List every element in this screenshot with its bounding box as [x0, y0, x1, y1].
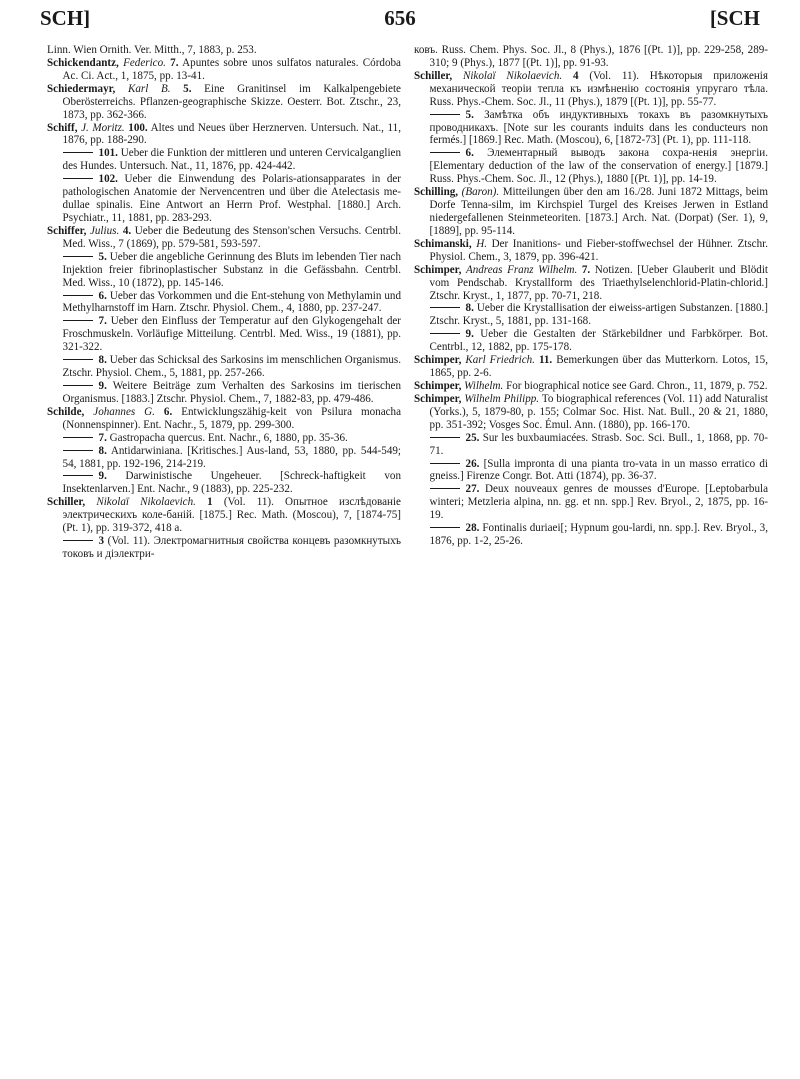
header-left-guideword: SCH] [40, 6, 91, 30]
entry-text: Entwicklungszähig-keit von Psilura monacha (Nonnenspinner). Ent. Nachr., 5, 1879, pp. 299-300. [62, 405, 402, 431]
bibliography-entry [47, 173, 401, 225]
entry-number: 6. [98, 289, 107, 302]
page-number: 656 [384, 6, 416, 30]
bibliography-entry [414, 483, 768, 522]
author-given-name: Karl B. [127, 82, 171, 95]
bibliography-entry [47, 354, 401, 380]
entry-number: 4 [572, 69, 579, 82]
entry-number: 4. [122, 224, 132, 237]
entry-text: Ueber die Funktion der mittleren und unteren Cervicalganglien des Hundes. Untersuch. Nat., 11, 1876, pp. 424-442. [62, 147, 402, 173]
entry-number: 6. [465, 147, 474, 160]
bibliography-entry [414, 380, 768, 393]
author-surname: Schilling, [414, 186, 459, 199]
author-surname: Schiff, [47, 121, 78, 134]
repeat-author-dash [63, 359, 93, 360]
bibliography-entry [47, 406, 401, 432]
bibliography-entry [414, 186, 768, 238]
bibliography-entry [414, 432, 768, 458]
entry-number: 7. [170, 56, 179, 69]
entry-text: Bemerkungen über das Mutterkorn. Lotos, 15, 1865, pp. 2-6. [429, 354, 768, 380]
entry-number: 8. [98, 354, 107, 367]
repeat-author-dash [63, 152, 93, 153]
bibliography-entry [47, 251, 401, 290]
author-given-name: H. [476, 237, 488, 250]
bibliography-entry [414, 522, 768, 548]
entry-text: Antidarwiniana. [Kritisches.] Aus-land, 53, 1880, pp. 544-549; 54, 1881, pp. 192-196, 214-219. [62, 444, 401, 470]
bibliography-entry [414, 458, 768, 484]
entry-text: Ueber die Gestalten der Stärkebildner und Farbkörper. Bot. Centrbl., 12, 1882, pp. 175-178. [429, 328, 768, 354]
bibliography-entry [47, 445, 401, 471]
author-given-name: Nikolaï Nikolaevich. [462, 69, 563, 82]
entry-text: [Sulla impronta di una pianta tro-vata in un masso erratico di gneiss.] Firenze Congr. Bot. Atti (1874), pp. 36-37. [429, 457, 768, 483]
repeat-author-dash [63, 295, 93, 296]
entry-number: 9. [98, 379, 107, 392]
entry-text: Ueber das Vorkommen und die Ent-stehung von Methylamin und Methylharnstoff im Harn. Ztschr. Physiol. Chem., 4, 1880, pp. 237-247. [62, 289, 401, 315]
repeat-author-dash [430, 488, 460, 489]
left-column [47, 44, 401, 561]
entry-text: Элементарный выводъ закона сохра-ненія энергіи. [Elementary deduction of the law of the conservation of energy.] [1879.] Russ. Phys.-Chem. Soc. Jl., 12 (Phys.), 1880 [(Pt. 1)], pp. 14-19. [429, 147, 769, 186]
bibliography-entry [47, 122, 401, 148]
entry-number: 1 [207, 496, 213, 509]
bibliography-entry [414, 44, 768, 70]
author-given-name: Federico. [123, 56, 166, 69]
author-surname: Schimanski, [414, 237, 472, 250]
entry-text: Ueber die Bedeutung des Stenson'schen Versuchs. Centrbl. Med. Wiss., 7 (1869), pp. 579-581, 593-597. [62, 224, 401, 250]
entry-number: 5. [183, 82, 192, 95]
bibliography-entry [47, 432, 401, 445]
entry-number: 26. [465, 457, 480, 470]
repeat-author-dash [430, 333, 460, 334]
entry-number: 5. [465, 108, 474, 121]
entry-text: Apuntes sobre unos sulfatos naturales. Córdoba Ac. Ci. Act., 1, 1875, pp. 13-41. [62, 56, 401, 82]
bibliography-entry [47, 83, 401, 122]
bibliography-entry [47, 470, 401, 496]
entry-number: 9. [465, 328, 474, 341]
author-given-name: Julius. [89, 224, 120, 237]
entry-text: Sur les buxbaumiacées. Strasb. Soc. Sci. Bull., 1, 1868, pp. 70-71. [429, 431, 768, 457]
author-surname: Schiller, [47, 496, 86, 509]
entry-number: 3 [98, 535, 105, 548]
author-surname: Schilde, [47, 405, 85, 418]
bibliography-entry [414, 354, 768, 380]
repeat-author-dash [63, 256, 93, 257]
bibliography-entry [47, 225, 401, 251]
bibliography-entry [414, 328, 768, 354]
entry-text: (Vol. 11). Электромагнитныя свойства концевъ разомкнутыхъ токовъ и діэлектри- [62, 535, 402, 560]
author-given-name: (Baron). [461, 186, 500, 199]
entry-text: Ueber das Schicksal des Sarkosins im menschlichen Organismus. Ztschr. Physiol. Chem., 5, 1881, pp. 257-266. [62, 354, 401, 380]
repeat-author-dash [430, 114, 460, 115]
bibliography-entry [47, 57, 401, 83]
entry-text: Ueber die Einwendung des Polaris-ationsapparates in der pathologischen Anatomie der Nervencentren und über die Atelectasis me-dullae spinalis. Eine Antwort an Herrn Prof. Westphal. [1880.] Arch. Psychiatr., 11, 1881, pp. 283-293. [62, 173, 401, 224]
repeat-author-dash [430, 463, 460, 464]
repeat-author-dash [430, 527, 460, 528]
entry-number: 102. [98, 173, 118, 186]
repeat-author-dash [63, 437, 93, 438]
bibliography-entry [47, 147, 401, 173]
entry-text: Altes und Neues über Herznerven. Untersuch. Nat., 11, 1876, pp. 188-290. [62, 121, 401, 147]
bibliography-entry [414, 109, 768, 148]
author-surname: Schiedermayr, [47, 82, 116, 95]
repeat-author-dash [430, 307, 460, 308]
entry-number: 28. [465, 522, 480, 535]
bibliography-entry [47, 380, 401, 406]
bibliography-entry [47, 44, 401, 57]
author-surname: Schiller, [414, 69, 453, 82]
entry-text: (Vol. 11). Нѣкоторыя приложенія механической теоріи тепла къ измѣненію состоянія упругаго тѣла. Russ. Phys.-Chem. Soc. Jl., 11 (Phys.), 1879 [(Pt. 1)], pp. 55-77. [429, 69, 768, 108]
entry-text: Ueber die Krystallisation der eiweiss-artigen Substanzen. [1880.] Ztschr. Kryst., 5, 1881, pp. 131-168. [429, 302, 768, 328]
author-surname: Schickendantz, [47, 56, 119, 69]
entry-text: Weitere Beiträge zum Verhalten des Sarkosins im tierischen Organismus. [1883.] Ztschr. Physiol. Chem., 7, 1882-83, pp. 479-486. [62, 379, 401, 405]
repeat-author-dash [63, 475, 93, 476]
author-surname: Schimper, [414, 392, 462, 405]
entry-number: 9. [98, 470, 107, 483]
repeat-author-dash [63, 450, 93, 451]
author-surname: Schimper, [414, 263, 462, 276]
right-column [414, 44, 768, 548]
entry-text: To biographical references (Vol. 11) add Naturalist (Yorks.), 5, 1879-80, p. 155; Colmar Soc. Hist. Nat. Bull., 20 & 21, 1880, pp. 351-392; Vosges Soc. Émul. Ann. (1880), pp. 166-170. [429, 392, 768, 431]
entry-text: ковъ. Russ. Chem. Phys. Soc. Jl., 8 (Phys.), 1876 [(Pt. 1)], pp. 229-258, 289-310; 9 (Phys.), 1877 [(Pt. 1)], pp. 91-93. [414, 44, 768, 69]
entry-number: 8. [465, 302, 474, 315]
bibliography-entry [414, 238, 768, 264]
bibliography-entry [414, 70, 768, 109]
entry-text: Mitteilungen über den am 16./28. Juni 1872 Mittags, beim Dorfe Tenna-silm, im Kirchspiel Turgel des Kreises Jerwen in Estland niedergefallenen Steinmeteoriten. [1873.] Arch. Nat. (Dorpat) (Ser. 1), 9, [1889], pp. 95-114. [429, 186, 768, 237]
entry-text: Der Inanitions- und Fieber-stoffwechsel der Hühner. Ztschr. Physiol. Chem., 3, 1879, pp. 396-421. [429, 237, 768, 263]
entry-number: 8. [98, 444, 107, 457]
entry-number: 11. [538, 354, 553, 367]
repeat-author-dash [63, 178, 93, 179]
entry-text: Deux nouveaux genres de mousses d'Europe. [Leptobarbula winteri; Metzleria alpina, nn. gg. et nn. spp.] Rev. Bryol., 2, 1875, pp. 16-19. [429, 483, 768, 522]
page-header [40, 6, 760, 36]
bibliography-entry [414, 302, 768, 328]
author-surname: Schiffer, [47, 224, 87, 237]
entry-text: Fontinalis duriaei[; Hypnum gou-lardi, nn. spp.]. Rev. Bryol., 3, 1876, pp. 1-2, 25-26. [429, 522, 768, 548]
entry-number: 101. [98, 147, 118, 160]
repeat-author-dash [63, 540, 93, 541]
entry-text: Замѣтка объ индуктивныхъ токахъ въ разомкнутыхъ проводникахъ. [Note sur les courants induits dans les conducteurs non fermés.] [1869.] Rec. Math. (Moscou), 6, [1872-73] (Pt. 1), pp. 111-118. [429, 108, 768, 147]
entry-number: 7. [581, 263, 591, 276]
author-surname: Schimper, [414, 354, 462, 367]
entry-text: (Vol. 11). Опытное изслѣдованіе электрическихъ коле-баній. [1875.] Rec. Math. (Moscou), 7, [1874-75] (Pt. 1), pp. 319-372, 418 a. [62, 496, 401, 535]
repeat-author-dash [430, 152, 460, 153]
entry-number: 7. [98, 431, 107, 444]
entry-number: 100. [128, 121, 148, 134]
entry-text: Ueber die angebliche Gerinnung des Bluts im lebenden Tier nach Injektion freier fibrinoplastischer Substanz in die Gefässbahn. Centrbl. Med. Wiss., 10 (1872), pp. 145-146. [62, 250, 401, 289]
entry-text: Eine Granitinsel im Kalkalpengebiete Oberösterreichs. Pflanzen-geographische Skizze. Oesterr. Bot. Ztschr., 23, 1873, pp. 362-366. [62, 82, 401, 121]
entry-number: 25. [465, 431, 480, 444]
author-given-name: Johannes G. [93, 405, 155, 418]
author-given-name: Wilhelm Philipp. [464, 392, 540, 405]
entry-text: Darwinistische Ungeheuer. [Schreck-haftigkeit von Insektenlarven.] Ent. Nachr., 9 (1883), pp. 225-232. [62, 470, 401, 496]
author-surname: Schimper, [414, 379, 462, 392]
author-given-name: Nikolaï Nikolaevich. [96, 496, 196, 509]
entry-text: Ueber den Einfluss der Temperatur auf den Glykogengehalt der Froschmuskeln. Vorläufige Mitteilung. Centrbl. Med. Wiss., 19 (1881), pp. 321-322. [62, 315, 401, 354]
bibliography-entry [414, 147, 768, 186]
repeat-author-dash [430, 437, 460, 438]
bibliography-entry [47, 290, 401, 316]
bibliography-entry [47, 315, 401, 354]
entry-text: Notizen. [Ueber Glauberit und Blödit vom Pendschab. Krystallform des Triaethylselenchlorid-Platin-chlorid.] Ztschr. Kryst., 1, 1877, pp. 70-71, 218. [429, 263, 769, 302]
entry-text: For biographical notice see Gard. Chron., 11, 1879, p. 752. [506, 379, 768, 392]
bibliography-entry [47, 535, 401, 561]
author-given-name: Karl Friedrich. [465, 354, 535, 367]
author-given-name: Wilhelm. [464, 379, 504, 392]
header-right-guideword: [SCH [709, 6, 760, 30]
entry-text: Gastropacha quercus. Ent. Nachr., 6, 1880, pp. 35-36. [109, 431, 348, 444]
entry-text: Linn. Wien Ornith. Ver. Mitth., 7, 1883, p. 253. [47, 44, 257, 56]
repeat-author-dash [63, 320, 93, 321]
bibliography-entry [414, 393, 768, 432]
bibliography-entry [47, 496, 401, 535]
entry-number: 7. [98, 315, 107, 328]
entry-number: 27. [465, 483, 480, 496]
author-given-name: Andreas Franz Wilhelm. [465, 263, 578, 276]
repeat-author-dash [63, 385, 93, 386]
bibliography-entry [414, 264, 768, 303]
entry-number: 6. [163, 405, 173, 418]
entry-number: 5. [98, 250, 107, 263]
author-given-name: J. Moritz. [81, 121, 125, 134]
